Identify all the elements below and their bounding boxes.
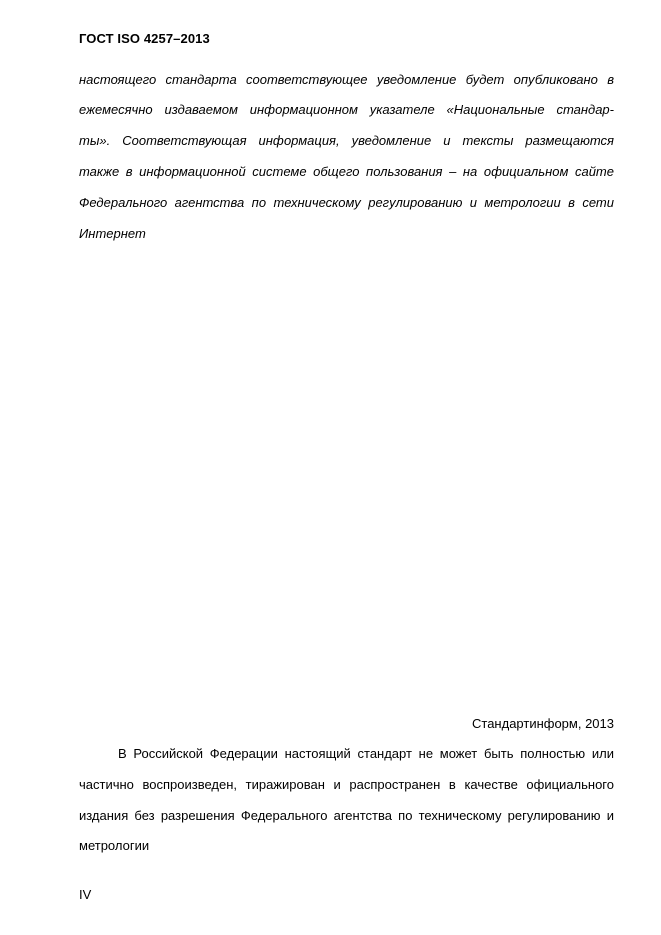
notice-line: Федерального агентства по техническому регулированию и метрологии в сети <box>79 195 614 210</box>
page-number: IV <box>79 887 92 902</box>
document-header: ГОСТ ISO 4257–2013 <box>79 31 210 46</box>
notice-line: Интернет <box>79 226 146 241</box>
copyright-line: В Российской Федерации настоящий стандарт не может быть полностью или <box>118 746 614 761</box>
notice-line: ты». Соответствующая информация, уведомление и тексты размещаются <box>79 133 614 148</box>
copyright-line: метрологии <box>79 838 150 853</box>
publisher-line: Стандартинформ, 2013 <box>472 716 614 731</box>
notice-line: настоящего стандарта соответствующее уведомление будет опубликовано в <box>79 72 614 87</box>
copyright-line: издания без разрешения Федерального агентства по техническому регулированию и <box>79 808 614 823</box>
notice-line: также в информационной системе общего пользования – на официальном сайте <box>79 164 614 179</box>
notice-line: ежемесячно издаваемом информационном указателе «Национальные стандар- <box>79 102 614 117</box>
copyright-line: частично воспроизведен, тиражирован и распространен в качестве официального <box>79 777 614 792</box>
